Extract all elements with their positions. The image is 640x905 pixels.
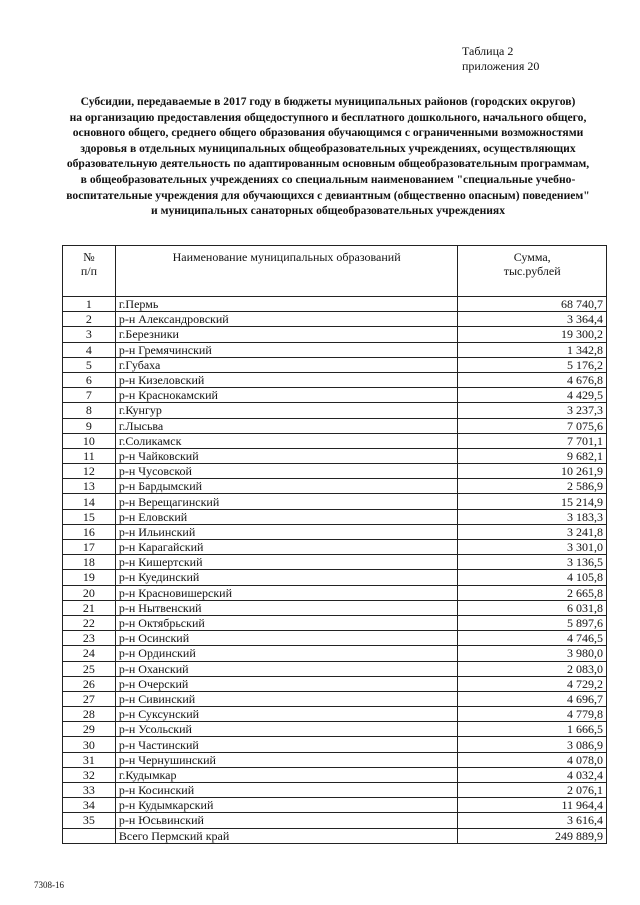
table-body: [63, 297, 607, 829]
municipality-name: г.Соликамск: [115, 433, 458, 448]
table-row: [63, 767, 607, 782]
row-number: 19: [63, 570, 116, 585]
subsidy-amount: 19 300,2: [458, 327, 607, 342]
table-row: [63, 707, 607, 722]
table-row: [63, 555, 607, 570]
table-row: [63, 600, 607, 615]
table-row: [63, 388, 607, 403]
table-row: [63, 676, 607, 691]
row-number: 2: [63, 312, 116, 327]
row-number: 27: [63, 691, 116, 706]
table-row: [63, 464, 607, 479]
municipality-name: р-н Осинский: [115, 631, 458, 646]
municipality-name: р-н Октябрьский: [115, 615, 458, 630]
municipality-name: р-н Краснокамский: [115, 388, 458, 403]
table-row: [63, 722, 607, 737]
table-row: [63, 524, 607, 539]
row-number: 7: [63, 388, 116, 403]
subsidy-amount: 10 261,9: [458, 464, 607, 479]
row-number: 18: [63, 555, 116, 570]
table-number: Таблица 2: [462, 44, 514, 58]
subsidy-amount: 2 665,8: [458, 585, 607, 600]
table-row: [63, 509, 607, 524]
title-line: основного общего, среднего общего образования обучающимся с ограниченными возможностями: [72, 126, 584, 140]
subsidy-amount: 3 086,9: [458, 737, 607, 752]
municipality-name: р-н Кизеловский: [115, 372, 458, 387]
appendix-reference: [462, 44, 539, 74]
title-line: образовательную деятельность по адаптированным основным общеобразовательным программам,: [66, 157, 590, 171]
row-number: 32: [63, 767, 116, 782]
table-row: [63, 540, 607, 555]
row-number: 33: [63, 783, 116, 798]
table-row: [63, 479, 607, 494]
subsidy-amount: 7 701,1: [458, 433, 607, 448]
row-number: 5: [63, 357, 116, 372]
municipality-name: р-н Ординский: [115, 646, 458, 661]
table-row: [63, 357, 607, 372]
subsidy-amount: 2 083,0: [458, 661, 607, 676]
subsidy-amount: 4 429,5: [458, 388, 607, 403]
row-number: 10: [63, 433, 116, 448]
subsidy-amount: 68 740,7: [458, 297, 607, 312]
subsidy-amount: 5 897,6: [458, 615, 607, 630]
table-row: [63, 752, 607, 767]
municipality-name: р-н Еловский: [115, 509, 458, 524]
row-number: 13: [63, 479, 116, 494]
subsidy-amount: 4 696,7: [458, 691, 607, 706]
subsidy-amount: 4 729,2: [458, 676, 607, 691]
municipality-name: р-н Юсьвинский: [115, 813, 458, 828]
table-row: [63, 783, 607, 798]
subsidy-amount: 1 666,5: [458, 722, 607, 737]
row-number: 35: [63, 813, 116, 828]
municipality-name: р-н Гремячинский: [115, 342, 458, 357]
row-number: 17: [63, 540, 116, 555]
subsidy-amount: 2 076,1: [458, 783, 607, 798]
row-number: 1: [63, 297, 116, 312]
municipality-name: г.Березники: [115, 327, 458, 342]
row-number: 26: [63, 676, 116, 691]
title-line: и муниципальных санаторных общеобразовательных учреждениях: [150, 204, 505, 218]
table-row: [63, 661, 607, 676]
table-row: [63, 646, 607, 661]
municipality-name: р-н Усольский: [115, 722, 458, 737]
municipality-name: г.Кудымкар: [115, 767, 458, 782]
table-row: [63, 312, 607, 327]
municipality-name: р-н Частинский: [115, 737, 458, 752]
subsidy-amount: 4 078,0: [458, 752, 607, 767]
table-row: [63, 631, 607, 646]
municipality-name: р-н Суксунский: [115, 707, 458, 722]
subsidy-amount: 3 616,4: [458, 813, 607, 828]
row-number: 24: [63, 646, 116, 661]
subsidy-table: [62, 245, 607, 844]
subsidy-amount: 3 183,3: [458, 509, 607, 524]
subsidy-amount: 9 682,1: [458, 448, 607, 463]
table-row: [63, 585, 607, 600]
document-code: 7308-16: [34, 880, 64, 890]
municipality-name: р-н Ильинский: [115, 524, 458, 539]
title-line: в общеобразовательных учреждениях со специальным наименованием "специальные учебно-: [80, 172, 576, 186]
row-number: 29: [63, 722, 116, 737]
table-row: [63, 372, 607, 387]
row-number: 6: [63, 372, 116, 387]
total-number-cell: [63, 828, 116, 843]
table-row: [63, 615, 607, 630]
table-row: [63, 433, 607, 448]
total-label: Всего Пермский край: [115, 828, 458, 843]
table-row: [63, 327, 607, 342]
total-sum: 249 889,9: [458, 828, 607, 843]
subsidy-amount: 7 075,6: [458, 418, 607, 433]
municipality-name: г.Лысьва: [115, 418, 458, 433]
row-number: 8: [63, 403, 116, 418]
municipality-name: р-н Бардымский: [115, 479, 458, 494]
row-number: 4: [63, 342, 116, 357]
municipality-name: р-н Верещагинский: [115, 494, 458, 509]
subsidy-amount: 6 031,8: [458, 600, 607, 615]
subsidy-amount: 3 136,5: [458, 555, 607, 570]
municipality-name: р-н Нытвенский: [115, 600, 458, 615]
table-row: [63, 798, 607, 813]
subsidy-amount: 3 241,8: [458, 524, 607, 539]
subsidy-amount: 4 032,4: [458, 767, 607, 782]
table-row: [63, 813, 607, 828]
municipality-name: р-н Кишертский: [115, 555, 458, 570]
row-number: 28: [63, 707, 116, 722]
row-number: 14: [63, 494, 116, 509]
row-number: 25: [63, 661, 116, 676]
total-row: [63, 828, 607, 843]
subsidy-amount: 3 301,0: [458, 540, 607, 555]
title-line: воспитательные учреждения для обучающихся с девиантным (общественно опасным) поведением": [66, 188, 590, 202]
municipality-name: г.Губаха: [115, 357, 458, 372]
title-line: на организацию предоставления общедоступного и бесплатного дошкольного, начального общего,: [69, 110, 587, 124]
subsidy-amount: 3 980,0: [458, 646, 607, 661]
table-row: [63, 342, 607, 357]
municipality-name: р-н Очерский: [115, 676, 458, 691]
row-number: 23: [63, 631, 116, 646]
subsidy-amount: 4 676,8: [458, 372, 607, 387]
municipality-name: р-н Чусовской: [115, 464, 458, 479]
row-number: 22: [63, 615, 116, 630]
subsidy-amount: 4 779,8: [458, 707, 607, 722]
row-number: 31: [63, 752, 116, 767]
municipality-name: г.Пермь: [115, 297, 458, 312]
municipality-name: р-н Кудымкарский: [115, 798, 458, 813]
subsidy-amount: 2 586,9: [458, 479, 607, 494]
subsidy-amount: 5 176,2: [458, 357, 607, 372]
subsidy-amount: 3 364,4: [458, 312, 607, 327]
header-sum: Сумма, тыс.рублей: [458, 246, 607, 297]
municipality-name: р-н Карагайский: [115, 540, 458, 555]
title-line: здоровья в отдельных муниципальных общеобразовательных учреждениях, осуществляющих: [80, 141, 576, 155]
table-row: [63, 494, 607, 509]
municipality-name: р-н Чайковский: [115, 448, 458, 463]
row-number: 12: [63, 464, 116, 479]
table-row: [63, 297, 607, 312]
row-number: 20: [63, 585, 116, 600]
row-number: 3: [63, 327, 116, 342]
subsidy-amount: 15 214,9: [458, 494, 607, 509]
subsidy-amount: 11 964,4: [458, 798, 607, 813]
row-number: 30: [63, 737, 116, 752]
subsidy-amount: 1 342,8: [458, 342, 607, 357]
table-row: [63, 403, 607, 418]
table-row: [63, 570, 607, 585]
row-number: 11: [63, 448, 116, 463]
header-name: Наименование муниципальных образований: [115, 246, 458, 297]
row-number: 9: [63, 418, 116, 433]
municipality-name: р-н Александровский: [115, 312, 458, 327]
subsidy-amount: 4 746,5: [458, 631, 607, 646]
subsidy-amount: 3 237,3: [458, 403, 607, 418]
row-number: 15: [63, 509, 116, 524]
title-line: Субсидии, передаваемые в 2017 году в бюджеты муниципальных районов (городских округов): [80, 95, 576, 108]
row-number: 21: [63, 600, 116, 615]
table-row: [63, 418, 607, 433]
header-number: № п/п: [63, 246, 116, 297]
row-number: 16: [63, 524, 116, 539]
table-header-row: [63, 246, 607, 297]
municipality-name: г.Кунгур: [115, 403, 458, 418]
subsidy-amount: 4 105,8: [458, 570, 607, 585]
municipality-name: р-н Куединский: [115, 570, 458, 585]
municipality-name: р-н Чернушинский: [115, 752, 458, 767]
table-row: [63, 737, 607, 752]
municipality-name: р-н Красновишерский: [115, 585, 458, 600]
table-row: [63, 448, 607, 463]
appendix-number: приложения 20: [462, 59, 540, 73]
table-row: [63, 691, 607, 706]
municipality-name: р-н Косинский: [115, 783, 458, 798]
document-title: [58, 94, 598, 219]
municipality-name: р-н Сивинский: [115, 691, 458, 706]
row-number: 34: [63, 798, 116, 813]
municipality-name: р-н Оханский: [115, 661, 458, 676]
